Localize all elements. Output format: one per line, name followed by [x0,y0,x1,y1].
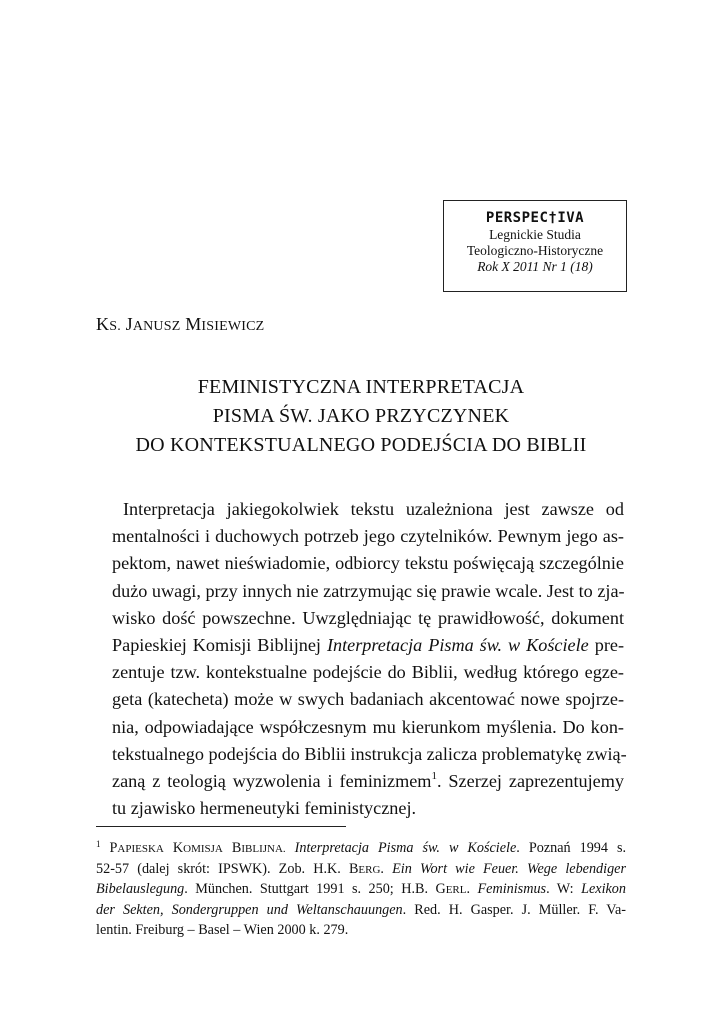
body-line-3: pektom, nawet nieświadomie, odbiorcy tekstu poświęcają szczególnie [112,553,624,574]
title-line-2: PISMA ŚW. JAKO PRZYCZYNEK [212,405,510,427]
body-line-11-end: . Szerzej zaprezentujemy [436,770,624,791]
footnote-line-5: lentin. Freiburg – Basel – Wien 2000 k. 279. [96,922,349,938]
fn-title-3: Feminismus [477,881,547,897]
author-first-cap: J [125,314,133,334]
title-line-1: FEMINISTYCZNA INTERPRETACJA [197,376,525,398]
body-line-10: tekstualnego podejścia do Biblii instrukcja zalicza problematykę zwią- [112,743,627,764]
fn-author-cap-1: P [109,840,118,856]
journal-issue: Rok X 2011 Nr 1 (18) [477,259,593,274]
footnote-number: 1 [96,839,101,849]
title-line-3: DO KONTEKSTUALNEGO PODEJŚCIA DO BIBLII [135,434,587,456]
footnote-line-3 [96,879,626,900]
body-line-4: dużo uwagi, przy innych nie zatrzymując się prawie wcale. Jest to zja- [112,580,625,601]
fn-title-2: Ein Wort wie Feuer. Wege lebendiger [392,860,627,877]
journal-subtitle-2: Teologiczno-Historyczne [466,243,604,258]
author-prefix-cap: K [96,314,110,334]
footnote-line-1 [96,838,626,859]
author-last-cap: M [185,314,202,334]
author-last-rest: ISIEWICZ [201,319,265,334]
document-title-italic: Interpretacja Pisma św. w Kościele [326,634,589,655]
fn-author-sc-gerl: ERL [445,884,467,896]
body-line-1: Interpretacja jakiegokolwiek tekstu uzależniona jest zawsze od [123,499,624,519]
author-prefix-rest: S. [109,319,121,334]
journal-subtitle-1: Legnickie Studia [489,227,581,242]
body-line-8: geta (katecheta) może w swych badaniach akcentować nowe spojrze- [112,689,624,710]
fn-author-cap-2: K [172,840,184,856]
body-paragraph [112,496,627,822]
fn-title-4-cont: der Sekten, Sondergruppen und Weltanschauungen [96,901,403,918]
body-line-6-text: Papieskiej Komisji Biblijnej [112,634,321,655]
footnote-line-2 [96,859,626,880]
fn-line-2-start: 52-57 (dalej skrót: IPSWK). Zob. H.K. B [96,860,359,877]
body-line-6 [112,632,624,659]
fn-author-rest-1: APIESKA [117,843,164,855]
body-line-5: wisko dość powszechne. Uwzględniając tę prawidłowość, dokument [112,607,624,628]
fn-author-cap-3: B [231,840,242,856]
fn-title-1: Interpretacja Pisma św. w Kościele [294,840,517,856]
footnote-separator [96,826,346,827]
fn-line-2-mid: . [380,860,393,877]
footnote-line-4 [96,900,626,921]
body-line-2: mentalności i duchowych potrzeb jego czytelników. Pewnym jego as- [112,526,624,547]
body-line-9: nia, odpowiadające współczesnym mu kierunkom myślenia. Do kon- [112,716,624,737]
footnote [96,838,626,941]
footnote-ref[interactable]: 1 [431,769,437,782]
fn-title-4: Lexikon [581,881,626,897]
body-line-11-text: zaną z teologią wyzwolenia i feminizmem [112,770,432,791]
fn-line-4-end: . Red. H. Gasper. J. Müller. F. Va- [402,901,626,918]
author-name [96,314,264,335]
journal-name: PERSPEC†IVA [485,210,585,226]
fn-author-sc-berg: ERG [358,863,381,876]
body-line-7: zentuje tzw. kontekstualne podejście do Biblii, według którego egze- [112,662,624,683]
body-line-6-end: pre- [594,634,625,655]
fn-line-3-mid: . München. Stuttgart 1991 s. 250; H.B. G [184,881,446,897]
author-first-rest: ANUSZ [132,319,181,334]
fn-author-rest-2: OMISJA [183,843,223,855]
fn-title-2-cont: Bibelauslegung [96,881,185,897]
body-line-11 [112,768,624,795]
fn-line-3-mid3: . W: [546,881,582,897]
journal-info-box [443,200,627,292]
fn-line-3-mid2: . [466,881,478,897]
fn-author-rest-3: IBLIJNA. [241,843,286,855]
fn-line-1-end: . Poznań 1994 s. [516,840,627,856]
body-line-12: tu zjawisko hermeneutyki feministycznej. [112,798,417,819]
article-title [96,373,626,460]
